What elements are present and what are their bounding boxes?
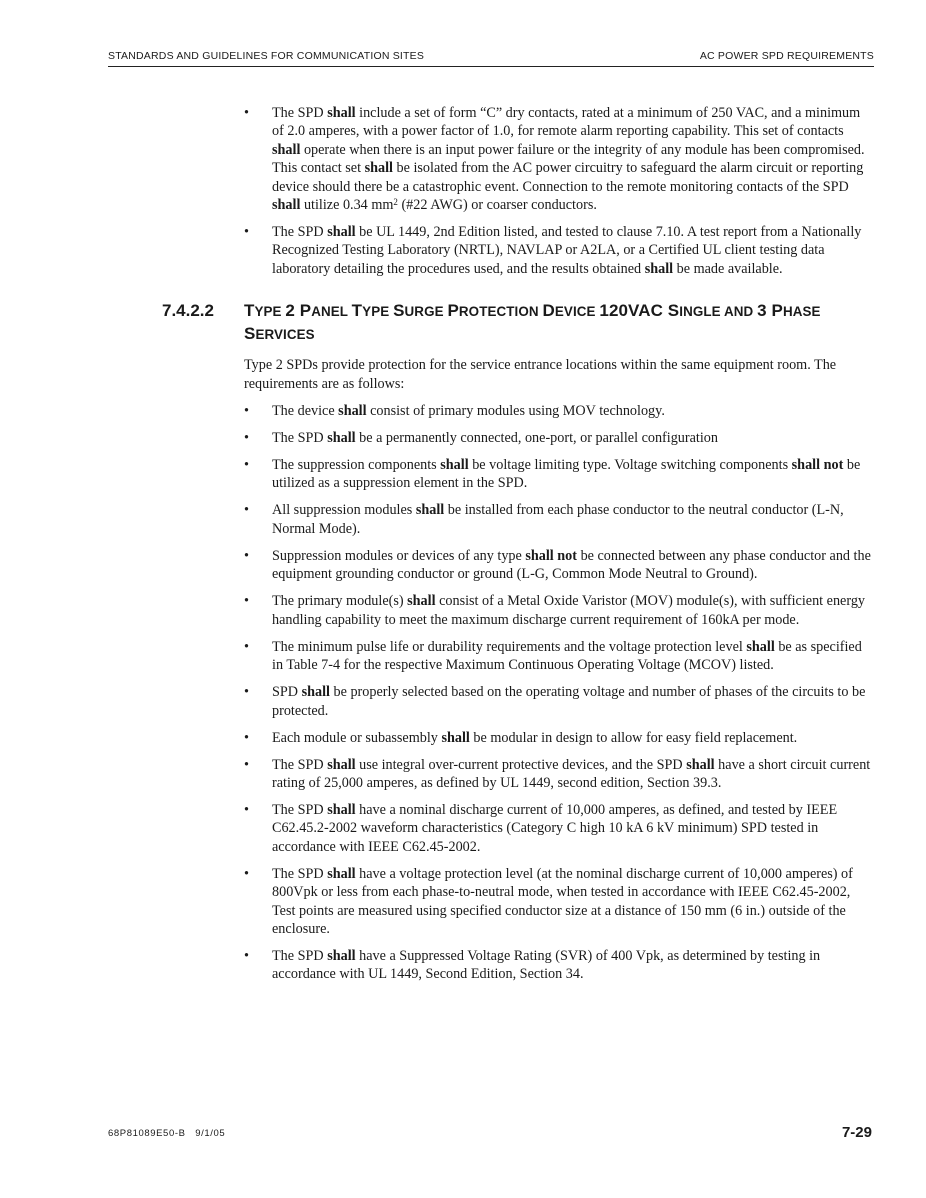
text-segment: (#22 AWG) or coarser conductors.: [397, 197, 597, 214]
emphasis-text: shall: [746, 638, 775, 655]
list-item: [244, 865, 874, 939]
section-title-part: ROTECTION: [458, 304, 543, 320]
list-item-text: [272, 639, 862, 673]
text-segment: be installed from each phase conductor to the neutral conductor (L-N, Normal Mode).: [272, 502, 844, 537]
text-segment: The SPD: [272, 801, 328, 818]
list-item-text: [272, 457, 860, 491]
list-item-text: [272, 730, 797, 746]
emphasis-text: shall: [272, 197, 301, 214]
section-title-part: P: [447, 301, 459, 321]
text-segment: SPD: [272, 684, 302, 701]
section-heading: [162, 300, 874, 346]
emphasis-text: shall: [327, 756, 356, 773]
bullet-icon: •: [244, 865, 249, 882]
bullet-icon: •: [244, 457, 249, 474]
emphasis-text: shall: [644, 260, 674, 277]
bullet-icon: •: [244, 756, 249, 773]
text-segment: include a set of form “C” dry contacts, rated at a minimum of 250 VAC, and a minimum of 2.0 amperes, with a power factor of 1.0, for remote alarm reporting capability. This set of contacts: [272, 105, 861, 140]
list-item-text: [272, 593, 865, 627]
list-item: [244, 801, 874, 856]
text-segment: The device: [272, 403, 339, 420]
list-item: [244, 756, 874, 793]
text-segment: be isolated from the AC power circuitry to safeguard the alarm circuit or reporting device should there be a catastrophic event. Connection to the remote monitoring contacts of the SPD: [272, 160, 864, 195]
bullet-icon: •: [244, 684, 249, 701]
list-item-text: [272, 548, 871, 582]
list-item-text: [272, 105, 865, 213]
text-segment: 2: [393, 196, 398, 207]
section-number: 7.4.2.2: [162, 301, 214, 321]
section-title: [244, 300, 874, 346]
list-item-text: [272, 502, 844, 536]
text-segment: The SPD: [272, 947, 328, 964]
running-header: [108, 46, 874, 67]
emphasis-text: shall: [686, 756, 715, 773]
bullet-icon: •: [244, 105, 249, 121]
section-title-part: D: [542, 301, 555, 321]
header-document-title: STANDARDS AND GUIDELINES FOR COMMUNICATION SITES: [108, 50, 425, 62]
requirements-list-type2: [244, 402, 874, 984]
list-item-text: [272, 684, 865, 718]
list-item: [244, 683, 874, 720]
emphasis-text: shall: [440, 457, 469, 474]
requirements-list-top: [244, 104, 874, 278]
text-segment: Each module or subassembly: [272, 729, 442, 746]
list-item: [244, 638, 874, 675]
text-segment: The suppression components: [272, 457, 441, 474]
bullet-icon: •: [244, 593, 249, 610]
bullet-icon: •: [244, 430, 249, 447]
text-segment: have a nominal discharge current of 10,000 amperes, as defined, and tested by IEEE C62.45.2-2002 waveform characteristics (Category C high 10 kA 6 kV minimum) SPD tested in accordance with IEEE C62.45-2002.: [272, 801, 838, 855]
emphasis-text: shall not: [791, 457, 844, 474]
list-item-text: [272, 403, 665, 419]
section-title-part: YPE: [254, 304, 286, 320]
emphasis-text: shall: [327, 865, 356, 882]
bullet-icon: •: [244, 547, 249, 564]
section-title-part: ERVICES: [255, 327, 315, 343]
footer-doc-info: [108, 1128, 225, 1139]
page-content: [162, 104, 874, 992]
section-title-part: T: [244, 301, 255, 321]
list-item-text: [272, 224, 861, 277]
emphasis-text: shall: [327, 105, 356, 121]
list-item: [244, 547, 874, 584]
list-item: [244, 501, 874, 538]
text-segment: be voltage limiting type. Voltage switching components: [468, 457, 792, 474]
list-item: [244, 456, 874, 493]
text-segment: The SPD: [272, 224, 328, 241]
list-item-text: [272, 430, 718, 446]
bullet-icon: •: [244, 638, 249, 655]
text-segment: have a voltage protection level (at the nominal discharge current of 10,000 amperes) of 800Vpk or less from each phase-to-neutral mode, when tested in accordance with IEEE C62.45-2002, Test points are measured using specified conductor size at a distance of 150 mm (6 in.) outside of the enclosure.: [272, 865, 853, 937]
list-item-text: [272, 757, 870, 791]
text-segment: be properly selected based on the operating voltage and number of phases of the circuits to be protected.: [272, 684, 866, 719]
text-segment: The primary module(s): [272, 593, 408, 610]
bullet-icon: •: [244, 729, 249, 746]
text-segment: consist of primary modules using MOV technology.: [366, 403, 665, 420]
section-title-part: S: [244, 324, 256, 344]
emphasis-text: shall: [338, 403, 367, 420]
text-segment: be UL 1449, 2nd Edition listed, and tested to clause 7.10. A test report from a Nationally Recognized Testing Laboratory (NRTL), NAVLAP or A2LA, or a Certified UL client testing data laboratory detailing the procedures used, and the results obtained: [272, 224, 862, 277]
list-item-text: [272, 802, 837, 855]
section-title-part: 2 P: [285, 301, 312, 321]
list-item: [244, 104, 874, 214]
emphasis-text: shall: [272, 141, 301, 158]
text-segment: have a short circuit current rating of 25,000 amperes, as defined by UL 1449, second edition, Section 39.3.: [272, 756, 871, 791]
list-item: [244, 402, 874, 420]
section-title-part: URGE: [404, 304, 448, 320]
text-segment: The SPD: [272, 430, 328, 447]
emphasis-text: shall: [327, 801, 356, 818]
list-item-text: [272, 866, 853, 937]
bullet-icon: •: [244, 947, 249, 964]
section-title-part: ANEL: [311, 304, 352, 320]
text-segment: The SPD: [272, 756, 328, 773]
section-title-part: HASE: [782, 304, 821, 320]
text-segment: be made available.: [673, 260, 783, 277]
text-segment: The SPD: [272, 105, 328, 121]
section-title-part: INGLE AND: [679, 304, 758, 320]
bullet-icon: •: [244, 403, 249, 420]
list-item: [244, 429, 874, 447]
page-number: 7-29: [841, 1124, 872, 1141]
emphasis-text: shall: [441, 729, 470, 746]
emphasis-text: shall: [407, 593, 436, 610]
text-segment: be connected between any phase conductor and the equipment grounding conductor or ground (L-G, Common Mode Neutral to Ground).: [272, 547, 871, 583]
bullet-icon: •: [244, 801, 249, 818]
section-title-part: T: [351, 301, 363, 321]
list-item: [244, 729, 874, 747]
text-segment: All suppression modules: [272, 502, 416, 519]
section-title-part: EVICE: [554, 304, 600, 320]
list-item: [244, 947, 874, 984]
list-item: [244, 223, 874, 278]
text-segment: be modular in design to allow for easy field replacement.: [469, 729, 798, 746]
section-intro: Type 2 SPDs provide protection for the service entrance locations within the same equipment room. The requirements are as follows:: [244, 357, 837, 392]
text-segment: operate when there is an input power failure or the integrity of any module has been compromised. This contact set: [272, 141, 865, 177]
section-title-part: 120VAC S: [599, 301, 680, 321]
text-segment: The SPD: [272, 865, 328, 882]
section-title-part: YPE: [362, 304, 394, 320]
emphasis-text: shall: [301, 684, 330, 701]
footer-date: 9/1/05: [195, 1128, 226, 1139]
text-segment: The minimum pulse life or durability requirements and the voltage protection level: [272, 638, 747, 655]
emphasis-text: shall not: [525, 547, 578, 564]
bullet-icon: •: [244, 224, 249, 241]
text-segment: consist of a Metal Oxide Varistor (MOV) module(s), with sufficient energy handling capability to meet the maximum discharge current requirement of 160kA per mode.: [272, 593, 866, 628]
bullet-icon: •: [244, 502, 249, 519]
emphasis-text: shall: [327, 224, 356, 241]
section-title-part: 3 P: [757, 301, 783, 321]
footer-doc-id: 68P81089E50-B: [108, 1128, 186, 1139]
text-segment: have a Suppressed Voltage Rating (SVR) of 400 Vpk, as determined by testing in accordance with UL 1449, Second Edition, Section 34.: [272, 947, 821, 983]
header-chapter-title: AC POWER SPD REQUIREMENTS: [699, 50, 874, 62]
text-segment: be a permanently connected, one-port, or parallel configuration: [355, 430, 718, 447]
list-item: [244, 592, 874, 629]
text-segment: be as specified in Table 7-4 for the respective Maximum Continuous Operating Voltage (MCOV) listed.: [272, 638, 862, 674]
section-title-part: S: [393, 301, 405, 321]
emphasis-text: shall: [327, 430, 356, 447]
text-segment: utilize 0.34 mm: [300, 197, 394, 214]
emphasis-text: shall: [327, 947, 356, 964]
emphasis-text: shall: [415, 502, 445, 519]
text-segment: use integral over-current protective devices, and the SPD: [355, 756, 687, 773]
list-item-text: [272, 948, 820, 982]
emphasis-text: shall: [364, 160, 393, 177]
text-segment: Suppression modules or devices of any type: [272, 547, 526, 564]
text-segment: be utilized as a suppression element in the SPD.: [272, 457, 861, 492]
